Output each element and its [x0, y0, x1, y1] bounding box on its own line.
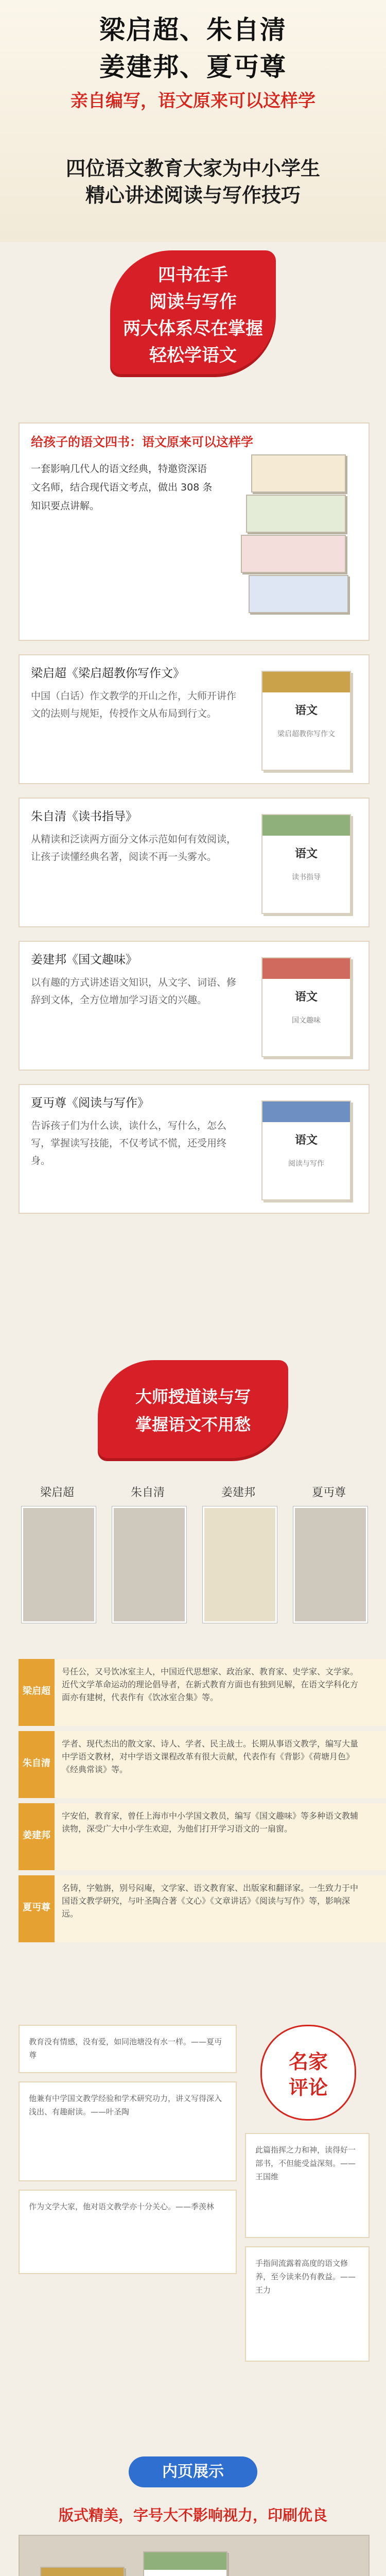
- portrait-photo: [203, 1506, 277, 1623]
- review-text: 作为文学大家，他对语文教学亦十分关心。——季羡林: [29, 2202, 215, 2211]
- author-bio: 字安伯，教育家，曾任上海市中小学国文教员，编写《国文趣味》等多种语文教辅读物，深受广大中小学生欢迎，为他们打开学习语文的一扇窗。: [62, 1811, 359, 1834]
- author-bio: 名铸，字勉旃，别号闷庵，文学家、语文教育家、出版家和翻译家。一生致力于中国语文教学研究，与叶圣陶合著《文心》《文章讲话》《阅读与写作》等，影响深远。: [62, 1883, 359, 1919]
- hero-subtitle: 亲自编写，语文原来可以这样学: [71, 91, 315, 111]
- badge2-line: 大师授道读与写: [135, 1387, 251, 1406]
- portrait-name: 姜建邦: [221, 1486, 255, 1499]
- review-quote: [19, 2190, 237, 2274]
- book-stack-image: [241, 454, 354, 619]
- review-quote: [19, 2025, 237, 2073]
- book-cover-title: 语文: [294, 1134, 318, 1147]
- badge2-line: 掌握语文不用愁: [135, 1415, 251, 1434]
- book-cover-image: [40, 2567, 125, 2576]
- badge-line: 四书在手: [158, 265, 228, 285]
- book-cover-tag: 阅读与写作: [288, 1160, 324, 1168]
- author-bio: 学者、现代杰出的散文家、诗人、学者、民主战士。长期从事语文教学，编写大量中学语文教材，对中学语文课程改革有很大贡献，代表作有《背影》《荷塘月色》《经典常谈》等。: [62, 1739, 359, 1774]
- badge-line: 两大体系尽在掌握: [123, 318, 263, 339]
- intro-heading: 给孩子的语文四书：语文原来可以这样学: [31, 435, 253, 449]
- inner-pages-header: [0, 2452, 386, 2494]
- author-row: [19, 1803, 386, 1870]
- author-row: [19, 1875, 386, 1942]
- review-text: 教育没有情感，没有爱，如同池塘没有水一样。——夏丏尊: [29, 2037, 222, 2060]
- portrait-photo: [293, 1506, 367, 1623]
- badge-line: 轻松学语文: [149, 345, 237, 366]
- reviews-badge: [260, 2025, 356, 2121]
- review-text: 此篇指挥之力和神，读得好一部书，不但能受益深刻。——王国维: [255, 2145, 356, 2181]
- inner-pages-photo: [19, 2535, 370, 2576]
- portrait-name: 夏丏尊: [311, 1486, 346, 1499]
- book-cover-image: [261, 814, 351, 914]
- author-bio: 号任公，又号饮冰室主人，中国近代思想家、政治家、教育家、史学家、文学家。近代文学革命运动的理论倡导者，在新式教育方面也有独到见解，在语文学科化方面亦有建树，代表作有《饮冰室合集》等。: [62, 1667, 359, 1702]
- review-quote: [245, 2133, 370, 2238]
- book-cover-title: [144, 2570, 226, 2576]
- review-quote: [245, 2246, 370, 2362]
- review-text: 他兼有中学国文教学经验和学术研究功力，讲义写得深入浅出、有趣耐读。——叶圣陶: [29, 2094, 222, 2116]
- book-card-zhu: [19, 798, 370, 927]
- inner-pages-title: 内页展示: [129, 2456, 257, 2487]
- book-cover-title: 语文: [294, 704, 318, 717]
- book-title: 梁启超《梁启超教你写作文》: [31, 667, 185, 680]
- author-portraits: [19, 1484, 367, 1638]
- hero-heading-b: 精心讲述阅读与写作技巧: [85, 184, 301, 207]
- inner-pages-tagline: 版式精美，字号大不影响视力，印刷优良: [58, 2506, 327, 2524]
- author-label: 姜建邦: [19, 1803, 55, 1870]
- book-card-liang: [19, 654, 370, 784]
- book-cover-tag: 读书指导: [292, 873, 321, 882]
- book-cover-title: 语文: [294, 848, 318, 860]
- book-cover-image: [261, 957, 351, 1057]
- hero-banner: [0, 0, 386, 242]
- book-cover-image: [261, 1100, 351, 1200]
- review-quote: [19, 2081, 237, 2181]
- author-label: 梁启超: [19, 1659, 55, 1726]
- review-text: 手指间流露着高度的语文修养，至今读来仍有教益。——王力: [255, 2259, 356, 2295]
- hero-title-line2: 姜建邦、夏丏尊: [99, 52, 287, 82]
- book-desc: 以有趣的方式讲述语文知识，从文字、词语、修辞到文体，全方位增加学习语文的兴趣。: [31, 977, 237, 1006]
- reviews-badge-line: 评论: [288, 2076, 328, 2099]
- book-cover-image: [261, 671, 351, 771]
- book-cover-image: [143, 2551, 227, 2576]
- portrait-name: 梁启超: [40, 1486, 74, 1499]
- book-cover-tag: 梁启超教你写作文: [277, 730, 335, 738]
- book-desc: 告诉孩子们为什么读，读什么，写什么，怎么写，掌握读写技能，不仅考试不慌，还受用终身。: [31, 1120, 227, 1166]
- portrait-photo: [22, 1506, 96, 1623]
- book-card-xia: [19, 1084, 370, 1214]
- author-row: [19, 1659, 386, 1726]
- hero-title-line1: 梁启超、朱自清: [99, 14, 287, 45]
- book-cover-tag: 国文趣味: [292, 1016, 321, 1025]
- hero-heading-a: 四位语文教育大家为中小学生: [65, 157, 320, 180]
- portrait-photo: [112, 1506, 186, 1623]
- feature-badge: [110, 250, 276, 374]
- book-cover-title: 语文: [294, 991, 318, 1004]
- intro-card: [19, 422, 370, 641]
- intro-body: 一套影响几代人的语文经典，特邀资深语文名师，结合现代语文考点，做出 308 条知识要点讲解。: [31, 463, 213, 512]
- badge-line: 阅读与写作: [149, 292, 237, 312]
- masters-badge: [98, 1360, 288, 1458]
- author-label: 朱自清: [19, 1731, 55, 1798]
- reviews-section: [19, 2020, 367, 2437]
- book-title: 夏丏尊《阅读与写作》: [31, 1096, 149, 1110]
- author-label: 夏丏尊: [19, 1875, 55, 1942]
- book-desc: 从精读和泛读两方面分文体示范如何有效阅读，让孩子读懂经典名著，阅读不再一头雾水。: [31, 834, 237, 862]
- author-row: [19, 1731, 386, 1798]
- book-title: 姜建邦《国文趣味》: [31, 953, 137, 967]
- book-desc: 中国（白话）作文教学的开山之作，大师开讲作文的法则与规矩，传授作文从布局到行文。: [31, 690, 237, 719]
- book-title: 朱自清《读书指导》: [31, 810, 137, 823]
- reviews-badge-line: 名家: [288, 2050, 328, 2073]
- book-card-jiang: [19, 941, 370, 1071]
- portrait-name: 朱自清: [130, 1486, 165, 1499]
